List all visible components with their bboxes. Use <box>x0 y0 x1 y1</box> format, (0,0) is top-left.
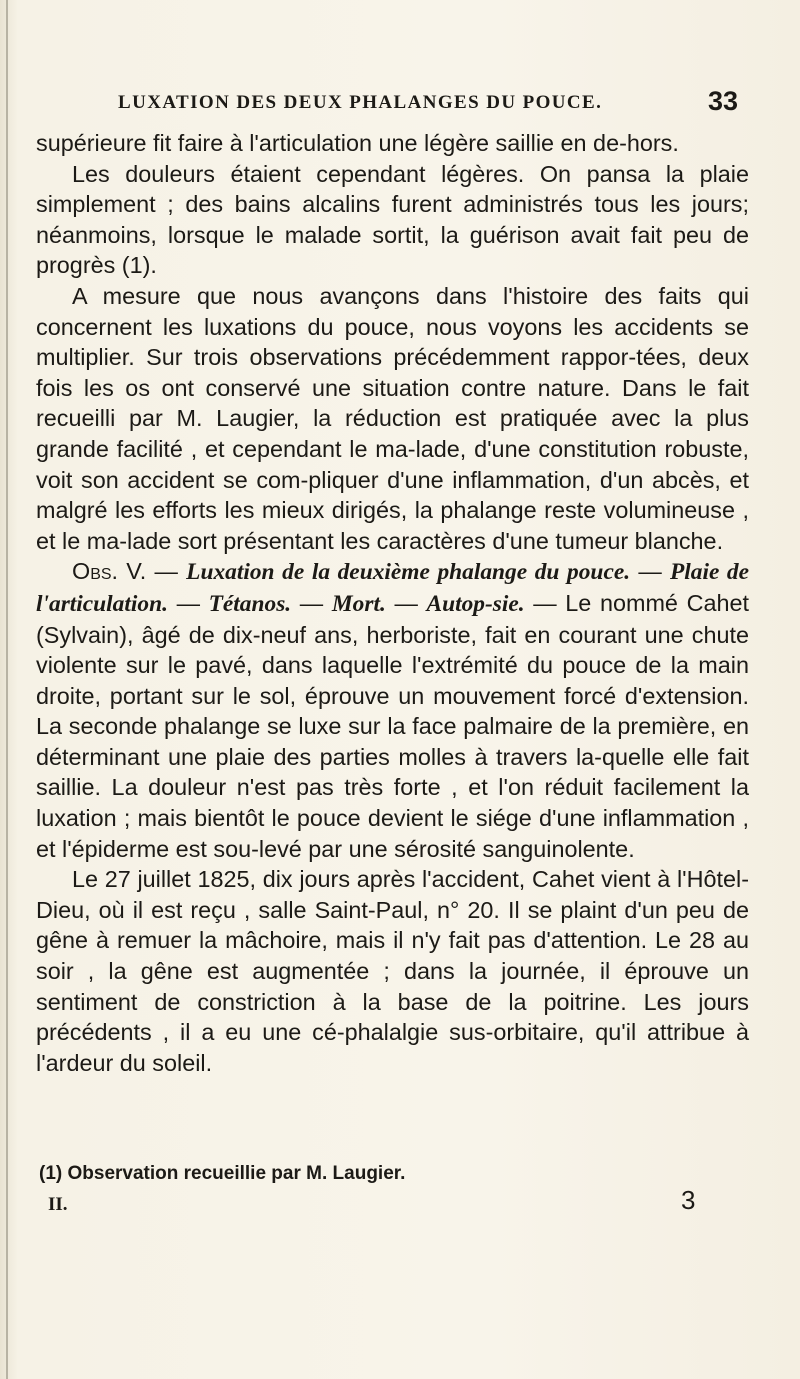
observation-dash: — <box>630 558 670 585</box>
paragraph-2: Les douleurs étaient cependant légères. On pansa la plaie simplement ; des bains alcalins furent administrés tous les jours; néanmoins, lorsque le malade sortit, la guérison avait fait peu de progrès (1). <box>36 160 749 279</box>
observation-dash: — <box>291 589 332 616</box>
paragraph-1: supérieure fit faire à l'articulation une légère saillie en de-hors. <box>36 130 679 156</box>
observation-title-5: Autop-sie. <box>426 590 525 617</box>
observation-text: — Le nommé Cahet (Sylvain), âgé de dix-neuf ans, herboriste, fait en courant une chute violente sur le pavé, dans laquelle l'extrémité du pouce de la main droite, portant sur le sol, éprouve un mouvement forcé d'extension. La seconde phalange se luxe sur la face palmaire de la première, en déterminant une plaie des parties molles à travers la-quelle elle fait saillie. La douleur n'est pas très forte , et l'on réduit facilement la luxation ; mais bientôt le pouce devient le siége d'une inflammation , et l'épiderme est sou-levé par une sérosité sanguinolente. <box>36 589 750 862</box>
running-title: LUXATION DES DEUX PHALANGES DU POUCE. <box>118 92 603 113</box>
observation-dash: — <box>385 589 427 616</box>
observation-paragraph <box>36 556 749 864</box>
observation-label: Obs. V. <box>72 558 147 585</box>
observation-title-4: Mort. <box>331 590 386 617</box>
gutter-shadow <box>6 0 8 1379</box>
observation-dash: — <box>146 558 187 585</box>
signature-mark: II. <box>48 1194 68 1215</box>
observation-title-2: Plaie de l'articulation. <box>36 559 750 617</box>
page-number: 33 <box>707 86 738 116</box>
paragraph-5: Le 27 juillet 1825, dix jours après l'accident, Cahet vient à l'Hôtel-Dieu, où il est reçu , salle Saint-Paul, n° 20. Il se plaint d'un peu de gêne à remuer la mâchoire, mais il n'y fait pas d'attention. Le 28 au soir , la gêne est augmentée ; dans la journée, il éprouve un sentiment de constriction à la base de la poitrine. Les jours précédents , il a eu une cé-phalalgie sus-orbitaire, qu'il attribue à l'ardeur du soleil. <box>36 866 749 1076</box>
observation-title-3: Tétanos. <box>208 590 292 617</box>
page-header <box>118 86 738 126</box>
signature-number: 3 <box>681 1185 696 1215</box>
paragraph-3: A mesure que nous avançons dans l'histoire des faits qui concernent les luxations du pouce, nous voyons les accidents se multiplier. Sur trois observations précédemment rappor-tées, deux fois les os ont conservé une situation contre nature. Dans le fait recueilli par M. Laugier, la réduction est pratiquée avec la plus grande facilité , et cependant le ma-lade, d'une constitution robuste, voit son accident se com-pliquer d'une inflammation, d'un abcès, et malgré les efforts les mieux dirigés, la phalange reste volumineuse , et le ma-lade sort présentant les caractères d'une tumeur blanche. <box>36 282 749 554</box>
footnote: (1) Observation recueillie par M. Laugier. <box>39 1163 406 1184</box>
body-text <box>36 128 749 1078</box>
observation-title-1: Luxation de la deuxième phalange du pouce. <box>186 559 631 586</box>
observation-dash: — <box>167 589 209 616</box>
